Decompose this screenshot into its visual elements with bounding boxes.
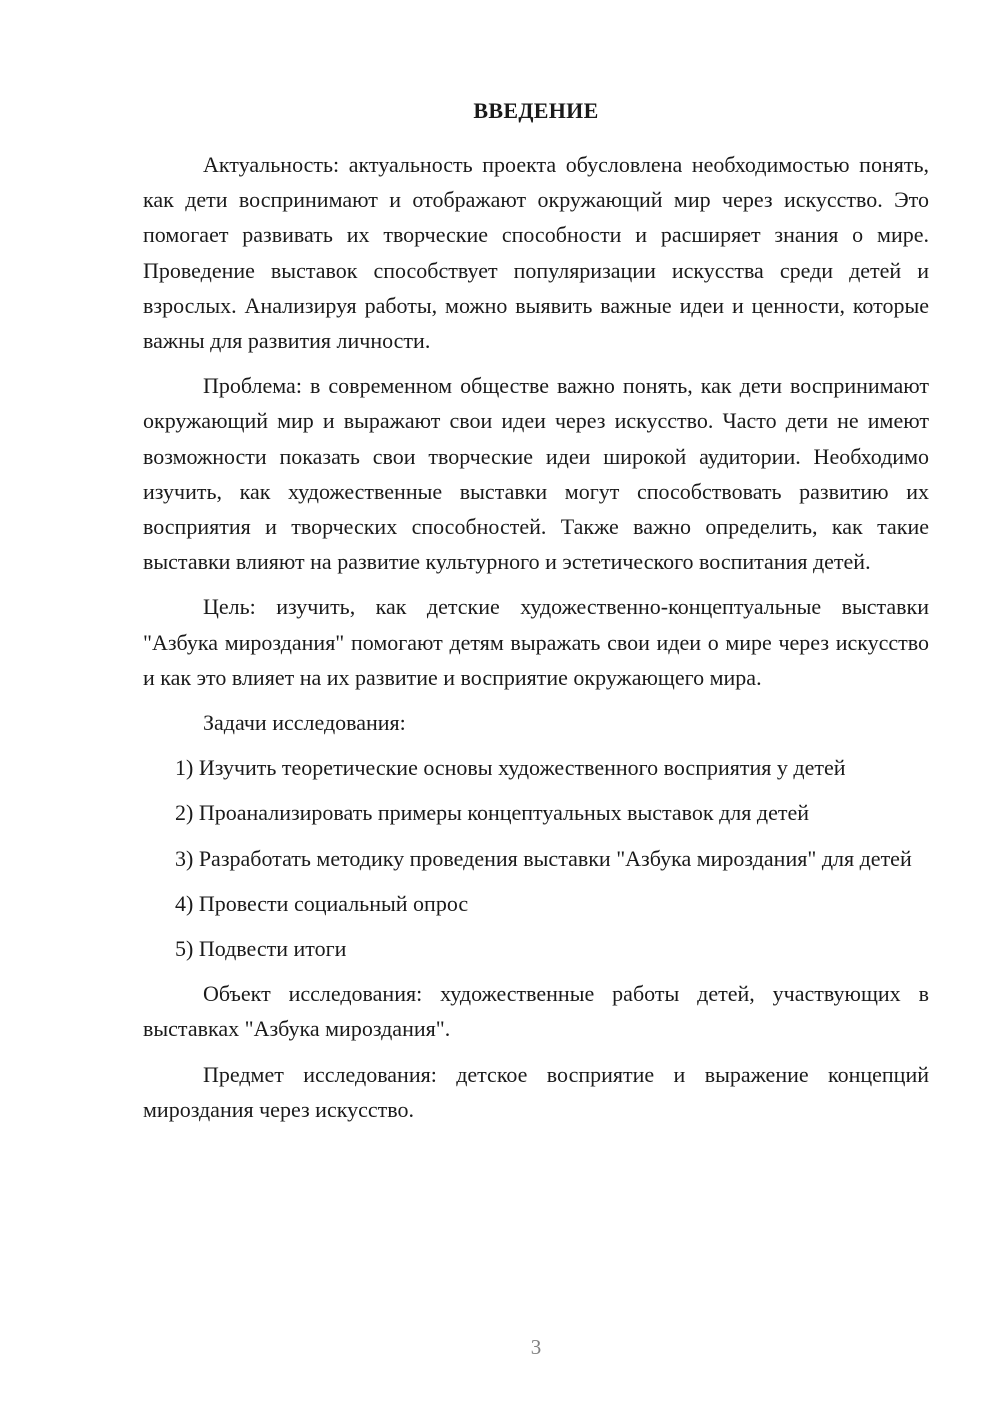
paragraph-goal: Цель: изучить, как детские художественно-концептуальные выставки "Азбука мироздания" помогают детям выражать свои идеи о мире через искусство и как это влияет на их развитие и восприятие окружающего мира. <box>143 594 929 690</box>
paragraph-subject: Предмет исследования: детское восприятие и выражение концепций мироздания через искусство. <box>143 1061 929 1122</box>
paragraph-problem: Проблема: в современном обществе важно понять, как дети воспринимают окружающий мир и выражают свои идеи через искусство. Часто дети не имеют возможности показать свои творческие идеи широкой аудитории. Необходимо изучить, как художественные выставки могут способствовать развитию их восприятия и творческих способностей. Также важно определить, как такие выставки влияют на развитие культурного и эстетического воспитания детей. <box>143 373 929 575</box>
page-content <box>143 94 929 1137</box>
paragraph-relevance: Актуальность: актуальность проекта обусловлена необходимостью понять, как дети воспринимают и отображают окружающий мир через искусство. Это помогает развивать их творческие способности и расширяет знания о мире. Проведение выставок способствует популяризации искусства среди детей и взрослых. Анализируя работы, можно выявить важные идеи и ценности, которые важны для развития личности. <box>143 152 929 354</box>
task-item-2: 2) Проанализировать примеры концептуальных выставок для детей <box>175 800 810 826</box>
page-title: ВВЕДЕНИЕ <box>473 98 599 123</box>
paragraph-tasks-heading: Задачи исследования: <box>203 710 406 736</box>
task-item-3: 3) Разработать методику проведения выставки "Азбука мироздания" для детей <box>175 845 912 871</box>
paragraph-object: Объект исследования: художественные работы детей, участвующих в выставках "Азбука мироздания". <box>143 981 929 1042</box>
task-item-5: 5) Подвести итоги <box>175 936 347 962</box>
task-item-4: 4) Провести социальный опрос <box>175 890 469 916</box>
page-number: 3 <box>530 1335 542 1359</box>
task-item-1: 1) Изучить теоретические основы художественного восприятия у детей <box>175 755 846 781</box>
